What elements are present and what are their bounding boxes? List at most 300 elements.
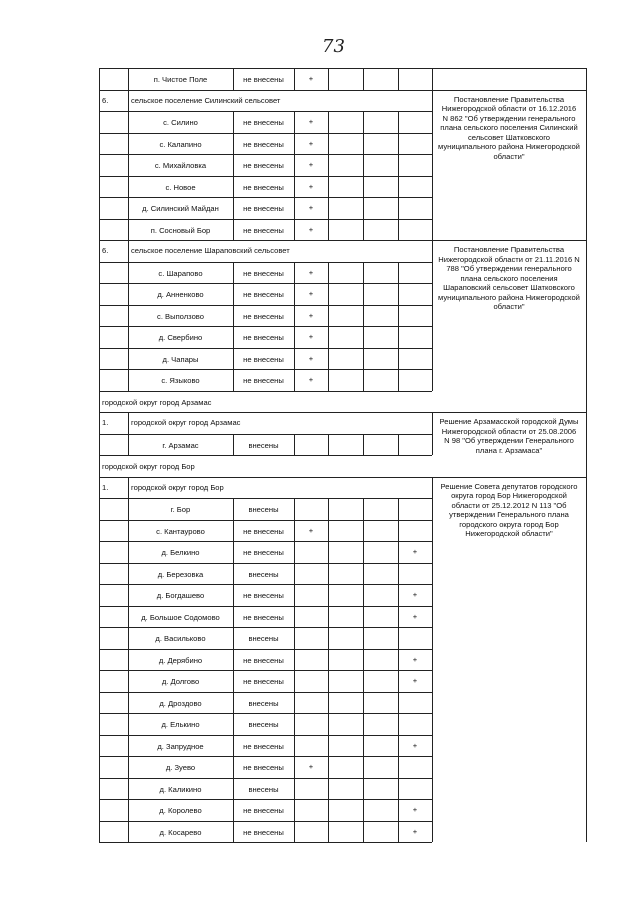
status-cell: внесены (248, 720, 279, 729)
column-border (328, 735, 329, 757)
row-border (99, 197, 432, 198)
column-border (363, 713, 364, 735)
column-border (328, 133, 329, 155)
column-border (128, 90, 129, 112)
column-border (432, 176, 433, 198)
column-border (294, 606, 295, 628)
column-border (432, 735, 433, 757)
status-cell: внесены (248, 505, 279, 514)
column-border (398, 348, 399, 370)
column-border (432, 756, 433, 778)
column-border (432, 520, 433, 542)
section-number: 1. (102, 418, 109, 427)
table-left-border (99, 756, 100, 778)
note-border (432, 240, 586, 241)
column-border (294, 627, 295, 649)
column-border (363, 219, 364, 241)
status-cell: не внесены (243, 118, 284, 127)
column-border (432, 799, 433, 821)
status-cell: не внесены (243, 741, 284, 751)
column-border (363, 541, 364, 563)
column-border (432, 606, 433, 628)
row-border (99, 455, 432, 456)
column-border (432, 369, 433, 391)
settlement-name: д. Косарево (159, 827, 202, 837)
status-cell: внесены (248, 569, 279, 579)
settlement-name: д. Васильково (155, 634, 206, 643)
table-right-border (586, 391, 587, 413)
column-border (432, 68, 433, 90)
column-border (363, 563, 364, 585)
column-border (363, 735, 364, 757)
column-border (398, 520, 399, 542)
column-border (328, 799, 329, 821)
settlement-name: д. Дерябино (158, 655, 203, 665)
settlement-name: д. Зуево (165, 763, 196, 772)
row-border (99, 541, 432, 542)
row-border (99, 90, 432, 91)
row-border (99, 111, 432, 112)
section-number: 6. (102, 95, 109, 105)
column-border (432, 821, 433, 843)
mark-cell: + (308, 310, 314, 320)
column-border (363, 799, 364, 821)
column-border (328, 154, 329, 176)
table-left-border (99, 520, 100, 542)
row-border (99, 799, 432, 800)
row-border (99, 219, 432, 220)
status-cell: не внесены (243, 655, 284, 665)
column-border (363, 692, 364, 714)
table-right-border (586, 606, 587, 628)
note-border (432, 90, 586, 91)
mark-cell: + (412, 740, 418, 750)
table-left-border (99, 391, 100, 413)
column-border (363, 821, 364, 843)
column-border (363, 283, 364, 305)
column-border (328, 670, 329, 692)
settlement-name: с. Выползово (157, 311, 204, 321)
row-border (99, 154, 432, 155)
column-border (363, 369, 364, 391)
mark-cell: + (412, 590, 418, 599)
table-left-border (99, 563, 100, 585)
settlement-name: с. Языково (161, 376, 200, 385)
section-number: 1. (102, 482, 109, 492)
column-border (432, 477, 433, 499)
table-right-border (586, 133, 587, 155)
settlement-name: п. Чистое Поле (153, 75, 208, 84)
mark-cell: + (308, 289, 314, 298)
column-border (398, 326, 399, 348)
table-left-border (99, 219, 100, 241)
column-border (363, 756, 364, 778)
status-cell: не внесены (243, 182, 284, 192)
table-right-border (586, 455, 587, 477)
column-border (398, 133, 399, 155)
table-left-border (99, 778, 100, 800)
column-border (328, 219, 329, 241)
column-border (398, 68, 399, 90)
column-border (328, 434, 329, 456)
mark-cell: + (308, 762, 314, 771)
column-border (363, 176, 364, 198)
table-left-border (99, 305, 100, 327)
settlement-name: с. Калапино (159, 139, 202, 149)
table-right-border (586, 283, 587, 305)
table-left-border (99, 713, 100, 735)
settlement-name: д. Богдашево (156, 591, 205, 600)
table-right-border (586, 520, 587, 542)
table-right-border (586, 197, 587, 219)
table-right-border (586, 498, 587, 520)
settlement-name: д. Анненково (157, 290, 204, 299)
column-border (432, 240, 433, 262)
table-left-border (99, 584, 100, 606)
mark-cell: + (308, 224, 314, 234)
section-title: городской округ город Бор (131, 482, 224, 492)
table-left-border (99, 799, 100, 821)
row-border (99, 305, 432, 306)
row-border (99, 584, 432, 585)
column-border (328, 369, 329, 391)
table-left-border (99, 68, 100, 90)
settlement-name: с. Кантаурово (156, 526, 205, 536)
table-right-border (586, 262, 587, 284)
column-border (432, 434, 433, 456)
column-border (432, 670, 433, 692)
column-border (432, 197, 433, 219)
column-border (328, 68, 329, 90)
column-border (398, 756, 399, 778)
row-border (99, 627, 432, 628)
table-right-border (586, 434, 587, 456)
status-cell: не внесены (243, 827, 284, 837)
column-border (328, 563, 329, 585)
settlement-name: с. Шарапово (158, 268, 203, 278)
row-border (99, 606, 432, 607)
table-right-border (586, 649, 587, 671)
column-border (363, 606, 364, 628)
column-border (294, 649, 295, 671)
column-border (128, 477, 129, 499)
column-border (363, 520, 364, 542)
settlement-name: д. Березовка (157, 569, 204, 579)
table-left-border (99, 283, 100, 305)
row-border (99, 133, 432, 134)
mark-cell: + (308, 138, 314, 148)
mark-cell: + (412, 611, 418, 621)
decree-note: Решение Арзамасской городской Думы Нижегородской области от 25.08.2006 N 98 "Об утверждении Генерального плана г. Арзамаса" (439, 417, 579, 455)
status-cell: не внесены (243, 75, 284, 84)
table-right-border (586, 584, 587, 606)
note-border (432, 412, 586, 413)
column-border (398, 197, 399, 219)
column-border (363, 627, 364, 649)
column-border (432, 584, 433, 606)
column-border (328, 821, 329, 843)
column-border (328, 649, 329, 671)
column-border (432, 219, 433, 241)
decree-note: Решение Совета депутатов городского округа город Бор Нижегородской области от 25.12.2012 N 113 "Об утверждении Генерального плана городского округа город Бор Нижегородской области" (440, 481, 578, 538)
settlement-name: д. Долгово (161, 677, 200, 686)
settlement-name: д. Дроздово (159, 698, 202, 708)
column-border (294, 799, 295, 821)
column-border (294, 584, 295, 606)
column-border (328, 713, 329, 735)
district-title: городской округ город Арзамас (102, 397, 212, 407)
mark-cell: + (412, 676, 418, 685)
status-cell: не внесены (243, 139, 284, 149)
table-left-border (99, 692, 100, 714)
settlement-name: п. Сосновый Бор (150, 225, 211, 235)
status-cell: не внесены (243, 311, 284, 321)
settlement-name: г. Арзамас (162, 440, 199, 450)
row-border (99, 735, 432, 736)
table-right-border (586, 563, 587, 585)
section-title: городской округ город Арзамас (131, 418, 241, 427)
section-title: сельское поселение Шараповский сельсовет (131, 246, 290, 255)
column-border (398, 434, 399, 456)
page-bottom-margin (0, 896, 640, 905)
status-cell: не внесены (243, 333, 284, 342)
settlement-name: с. Михайловка (154, 161, 207, 170)
column-border (128, 240, 129, 262)
column-border (363, 670, 364, 692)
column-border (398, 713, 399, 735)
mark-cell: + (412, 547, 418, 556)
column-border (294, 713, 295, 735)
column-border (432, 262, 433, 284)
column-border (432, 154, 433, 176)
column-border (328, 541, 329, 563)
page-number: 73 (322, 36, 345, 57)
table-right-border (586, 412, 587, 434)
column-border (294, 821, 295, 843)
column-border (363, 133, 364, 155)
table-right-border (586, 477, 587, 499)
table-left-border (99, 326, 100, 348)
note-border (432, 68, 586, 69)
table-left-border (99, 412, 100, 434)
table-right-border (586, 756, 587, 778)
table-right-border (586, 713, 587, 735)
column-border (398, 692, 399, 714)
table-left-border (99, 649, 100, 671)
mark-cell: + (412, 654, 418, 664)
table-right-border (586, 799, 587, 821)
column-border (398, 305, 399, 327)
column-border (128, 412, 129, 434)
mark-cell: + (308, 525, 314, 535)
column-border (294, 735, 295, 757)
decree-note: Постановление Правительства Нижегородской области от 21.11.2016 N 788 "Об утверждении генерального плана сельского поселения Шараповский сельсовет Шатковского муниципального района Нижегородской области" (438, 245, 580, 311)
status-cell: внесены (248, 634, 279, 643)
status-cell: не внесены (243, 161, 284, 170)
column-border (328, 326, 329, 348)
mark-cell: + (308, 117, 314, 126)
table-left-border (99, 455, 100, 477)
table-right-border (586, 154, 587, 176)
column-border (432, 305, 433, 327)
table-right-border (586, 670, 587, 692)
settlement-name: д. Каликино (159, 784, 202, 794)
column-border (328, 348, 329, 370)
column-border (328, 756, 329, 778)
note-border (432, 477, 586, 478)
status-cell: внесены (248, 440, 279, 450)
column-border (294, 434, 295, 456)
mark-cell: + (308, 353, 314, 363)
column-border (398, 111, 399, 133)
row-border (99, 756, 432, 757)
table-left-border (99, 821, 100, 843)
row-border (99, 670, 432, 671)
row-border (99, 240, 432, 241)
table-right-border (586, 735, 587, 757)
status-cell: не внесены (243, 763, 284, 772)
table-right-border (586, 778, 587, 800)
table-left-border (99, 262, 100, 284)
table-right-border (586, 348, 587, 370)
settlement-name: д. Чапары (162, 354, 199, 364)
column-border (398, 283, 399, 305)
mark-cell: + (308, 160, 314, 169)
table-left-border (99, 735, 100, 757)
row-border (99, 326, 432, 327)
table-right-border (586, 326, 587, 348)
row-border (99, 649, 432, 650)
column-border (398, 369, 399, 391)
table-left-border (99, 133, 100, 155)
column-border (432, 348, 433, 370)
mark-cell: + (308, 203, 314, 212)
table-left-border (99, 434, 100, 456)
row-border (99, 692, 432, 693)
mark-cell: + (308, 375, 314, 384)
column-border (432, 563, 433, 585)
mark-cell: + (308, 74, 314, 83)
mark-cell: + (412, 805, 418, 814)
column-border (363, 111, 364, 133)
settlement-name: д. Большое Содомово (141, 612, 220, 622)
status-cell: внесены (248, 698, 279, 708)
table-left-border (99, 176, 100, 198)
table-right-border (586, 90, 587, 112)
column-border (328, 584, 329, 606)
column-border (398, 154, 399, 176)
status-cell: не внесены (243, 354, 284, 364)
column-border (398, 563, 399, 585)
mark-cell: + (308, 181, 314, 191)
table-right-border (586, 176, 587, 198)
column-border (432, 778, 433, 800)
status-cell: не внесены (243, 290, 284, 299)
table-left-border (99, 541, 100, 563)
column-border (328, 176, 329, 198)
column-border (363, 305, 364, 327)
table-left-border (99, 90, 100, 112)
row-border (99, 369, 432, 370)
status-cell: не внесены (243, 612, 284, 622)
table-left-border (99, 111, 100, 133)
settlement-name: с. Новое (165, 182, 196, 192)
table-left-border (99, 627, 100, 649)
status-cell: не внесены (243, 526, 284, 536)
section-number: 6. (102, 246, 109, 255)
row-border (99, 498, 432, 499)
status-cell: не внесены (243, 591, 284, 600)
table-left-border (99, 670, 100, 692)
column-border (294, 778, 295, 800)
column-border (328, 692, 329, 714)
status-cell: не внесены (243, 204, 284, 213)
column-border (328, 778, 329, 800)
table-right-border (586, 627, 587, 649)
settlement-name: с. Силино (163, 118, 198, 127)
status-cell: внесены (248, 784, 279, 794)
column-border (398, 627, 399, 649)
table-right-border (586, 821, 587, 843)
settlement-name: д. Елькино (161, 720, 200, 729)
column-border (398, 778, 399, 800)
table-left-border (99, 154, 100, 176)
row-border (99, 434, 432, 435)
row-border (99, 778, 432, 779)
table-right-border (586, 240, 587, 262)
row-border (99, 391, 432, 392)
table-left-border (99, 606, 100, 628)
table-right-border (586, 68, 587, 90)
column-border (363, 434, 364, 456)
status-cell: не внесены (243, 225, 284, 235)
status-cell: не внесены (243, 806, 284, 815)
column-border (432, 627, 433, 649)
table-left-border (99, 197, 100, 219)
row-border (99, 176, 432, 177)
column-border (432, 498, 433, 520)
column-border (398, 262, 399, 284)
row-border (99, 520, 432, 521)
column-border (328, 520, 329, 542)
column-border (294, 670, 295, 692)
column-border (328, 111, 329, 133)
row-border (99, 713, 432, 714)
column-border (294, 498, 295, 520)
column-border (398, 219, 399, 241)
row-border (99, 262, 432, 263)
column-border (432, 713, 433, 735)
column-border (363, 498, 364, 520)
column-border (432, 649, 433, 671)
column-border (398, 498, 399, 520)
settlement-name: д. Свербино (158, 333, 203, 342)
row-border (99, 348, 432, 349)
section-title: сельское поселение Силинский сельсовет (131, 95, 281, 105)
table-right-border (586, 219, 587, 241)
column-border (294, 692, 295, 714)
column-border (328, 197, 329, 219)
status-cell: не внесены (243, 268, 284, 278)
column-border (432, 111, 433, 133)
settlement-name: д. Белкино (161, 548, 200, 557)
column-border (363, 197, 364, 219)
row-border (99, 821, 432, 822)
decree-note: Постановление Правительства Нижегородской области от 16.12.2016 N 862 "Об утверждении генерального плана сельского поселения Силинский сельсовет Шатковского муниципального района Нижегородской области" (438, 94, 580, 161)
column-border (363, 262, 364, 284)
row-border (99, 283, 432, 284)
column-border (432, 692, 433, 714)
